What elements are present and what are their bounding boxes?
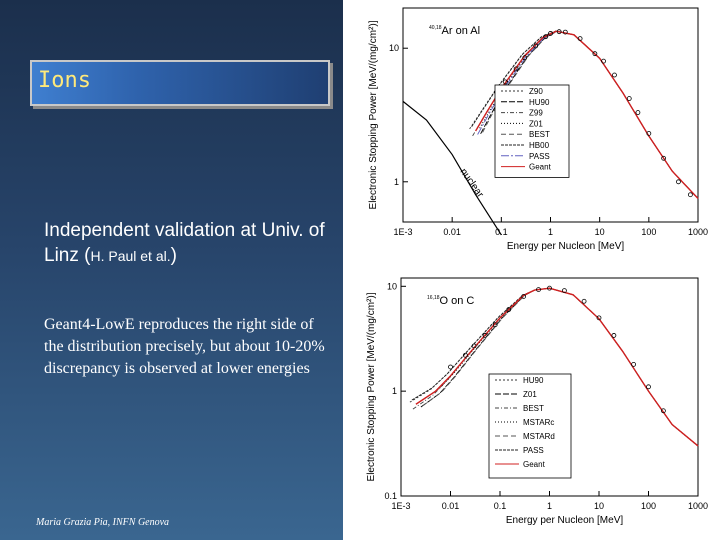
legend-label: Z01	[523, 390, 537, 399]
title-superscript: 16,18	[427, 295, 440, 301]
chart-title	[427, 295, 474, 307]
data-point	[627, 97, 631, 101]
legend-label: Geant	[529, 162, 551, 172]
x-tick-label: 0.1	[495, 227, 508, 237]
y-tick-label: 10	[388, 43, 399, 54]
legend-label: BEST	[523, 404, 544, 413]
annotation-nuclear: nuclear	[457, 166, 486, 200]
x-axis-label: Energy per Nucleon [MeV]	[506, 241, 625, 252]
series-nuclear	[403, 101, 501, 235]
legend-label: BEST	[529, 130, 550, 140]
x-axis-label: Energy per Nucleon [MeV]	[505, 515, 624, 526]
y-tick-label: 1	[393, 176, 399, 187]
legend-label: Z99	[529, 108, 543, 118]
geant-description: Geant4-LowE reproduces the right side of the distribution precisely, but about 10-20% discrepancy is observed at lower energies	[44, 316, 325, 377]
y-axis-label: Electronic Stopping Power [MeV/(mg/cm²)]	[366, 292, 377, 482]
data-point	[636, 111, 640, 115]
legend-label: PASS	[523, 446, 544, 455]
chart-ar-on-al	[343, 0, 720, 270]
validation-line: Independent validation at Univ. of Linz (	[44, 220, 325, 266]
validation-authors: H. Paul et al.	[90, 248, 171, 264]
data-point	[647, 385, 651, 389]
x-tick-label: 1000	[687, 227, 709, 237]
slide-title-box	[30, 60, 330, 106]
legend-label: Z90	[529, 87, 543, 96]
y-axis-label: Electronic Stopping Power [MeV/(mg/cm²)]	[368, 20, 379, 210]
y-tick-label: 10	[386, 281, 397, 292]
validation-close: )	[170, 245, 177, 266]
y-tick-label: 1	[391, 386, 397, 397]
legend-label: PASS	[529, 151, 550, 161]
data-point	[449, 365, 453, 369]
data-point	[582, 299, 586, 303]
legend-label: HU90	[529, 97, 550, 107]
legend-label: Geant	[523, 460, 545, 469]
legend-label: HB00	[529, 141, 550, 150]
chart-title	[429, 25, 480, 37]
title-ion: Ar on Al	[441, 25, 481, 37]
chart-o-on-c	[343, 270, 720, 540]
x-tick-label: 10	[594, 227, 605, 237]
data-point	[676, 180, 680, 184]
footer-author: Maria Grazia Pia, INFN Genova	[36, 517, 170, 528]
legend-label: HU90	[523, 376, 544, 385]
legend-label: MSTARd	[523, 432, 555, 441]
x-tick-label: 100	[640, 501, 657, 511]
title-ion: O on C	[439, 295, 475, 307]
x-tick-label: 10	[593, 501, 605, 511]
slide-title: Ions	[38, 68, 91, 93]
data-point	[632, 362, 636, 366]
x-tick-label: 1E-3	[391, 501, 411, 511]
plots-panel	[343, 0, 720, 540]
left-panel	[0, 0, 343, 540]
x-tick-label: 100	[641, 227, 657, 237]
x-tick-label: 1	[547, 227, 554, 237]
legend-label: MSTARc	[523, 418, 555, 427]
data-point	[688, 193, 692, 197]
x-tick-label: 0.01	[441, 501, 460, 511]
title-superscript: 40,18	[429, 25, 442, 31]
legend-label: Z01	[529, 119, 543, 129]
x-tick-label: 0.01	[443, 227, 461, 237]
data-point	[612, 73, 616, 77]
x-tick-label: 1000	[687, 501, 709, 511]
y-tick-label: 0.1	[384, 491, 397, 501]
x-tick-label: 0.1	[493, 501, 507, 511]
data-point	[612, 333, 616, 337]
x-tick-label: 1E-3	[393, 227, 413, 237]
x-tick-label: 1	[546, 501, 553, 511]
validation-text	[44, 218, 334, 269]
